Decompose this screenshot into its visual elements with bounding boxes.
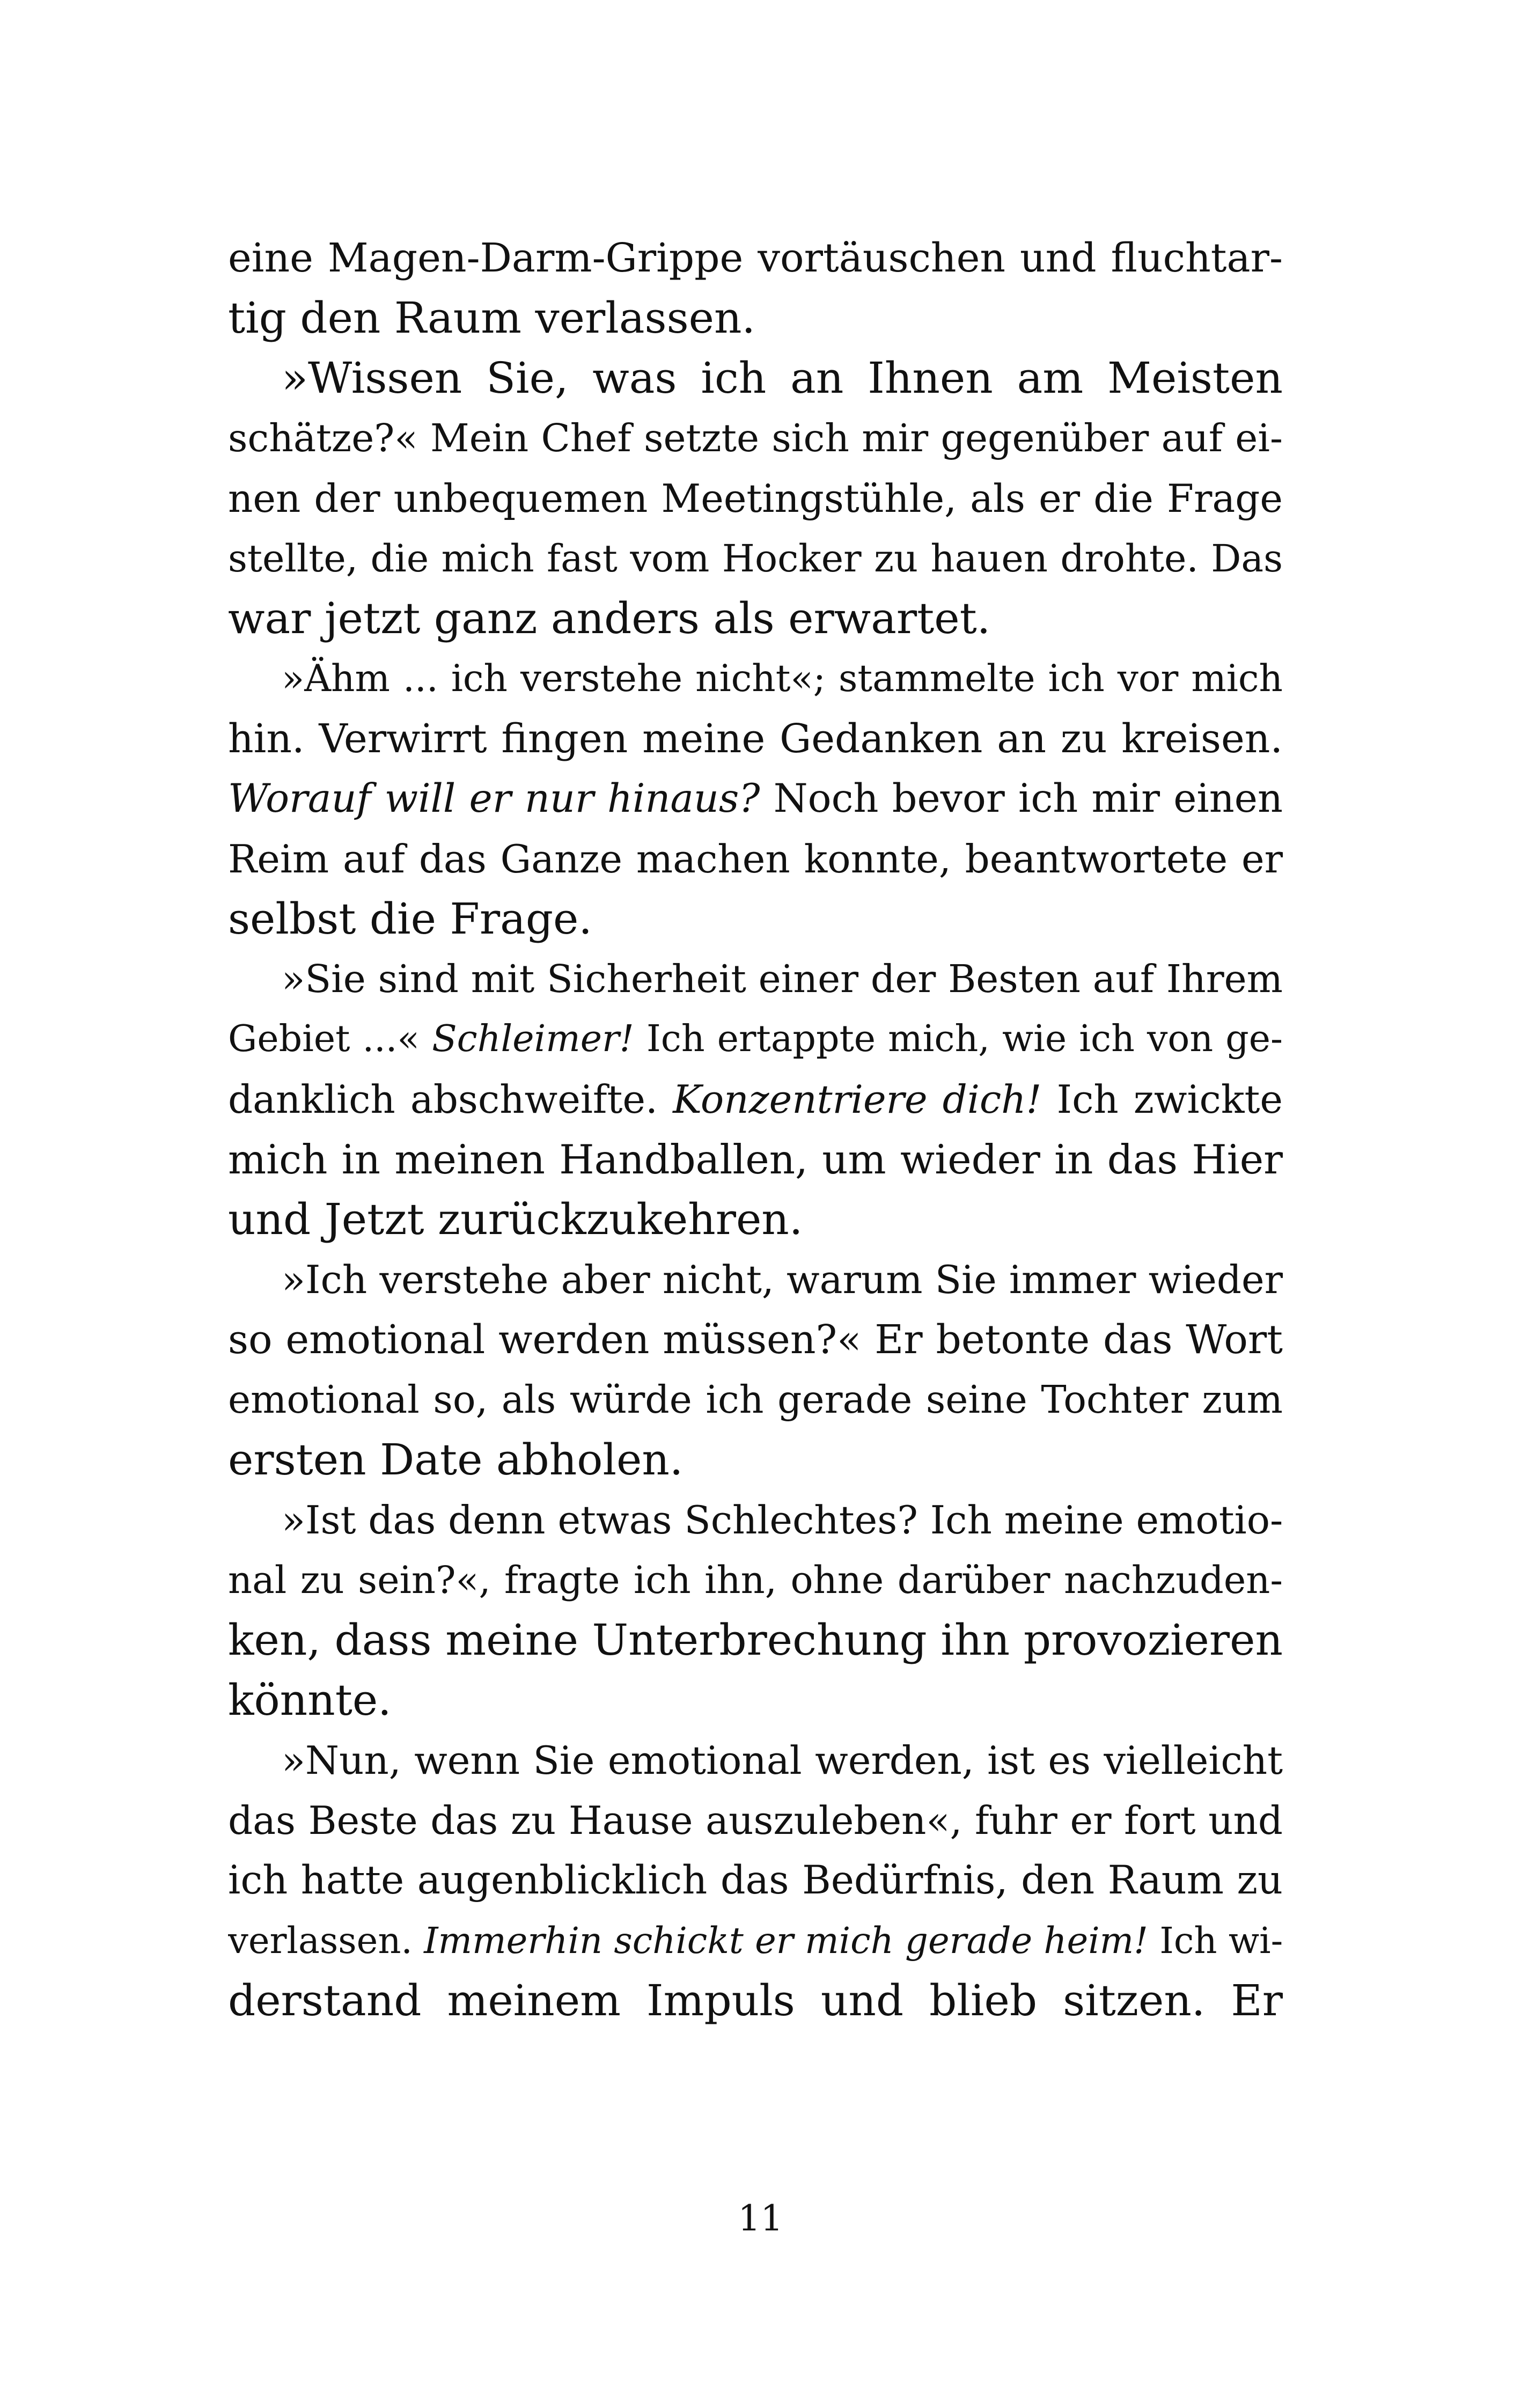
text-line — [228, 1069, 1283, 1129]
text-line: ken, dass meine Unterbrechung ihn provozieren — [228, 1615, 1283, 1665]
text-line: tig den Raum verlassen. — [228, 293, 755, 343]
text-line: »Ist das denn etwas Schlechtes? Ich meine emotio- — [282, 1497, 1283, 1543]
text-line: »Wissen Sie, was ich an Ihnen am Meisten — [282, 353, 1283, 403]
text-line: war jetzt ganz anders als erwartet. — [228, 593, 991, 643]
text-span: Gebiet ...« — [228, 1018, 432, 1060]
italic-thought: Konzentriere dich! — [673, 1077, 1042, 1122]
text-line — [228, 1911, 1283, 1971]
text-line — [228, 769, 1283, 829]
text-line: nal zu sein?«, fragte ich ihn, ohne darüber nachzuden- — [228, 1558, 1283, 1602]
body-text — [228, 228, 1283, 2031]
text-line: eine Magen-Darm-Grippe vortäuschen und fluchtar- — [228, 235, 1283, 281]
text-line: »Ähm ... ich verstehe nicht«; stammelte ich vor mich — [282, 657, 1283, 700]
text-line: stellte, die mich fast vom Hocker zu hauen drohte. Das — [228, 537, 1283, 581]
text-span: Noch bevor ich mir einen — [760, 776, 1283, 821]
text-span: verlassen. — [228, 1920, 424, 1962]
text-line: das Beste das zu Hause auszuleben«, fuhr er fort und — [228, 1798, 1283, 1843]
text-line: hin. Verwirrt fingen meine Gedanken an zu kreisen. — [228, 716, 1283, 762]
text-line: ersten Date abholen. — [228, 1435, 684, 1485]
text-line: emotional so, als würde ich gerade seine Tochter zum — [228, 1377, 1283, 1422]
text-span: danklich abschweifte. — [228, 1077, 673, 1122]
text-line: mich in meinen Handballen, um wieder in das Hier — [228, 1136, 1283, 1183]
text-line: selbst die Frage. — [228, 894, 592, 944]
text-line — [228, 1009, 1283, 1069]
page-number: 11 — [738, 2198, 783, 2239]
text-span: Ich ertappte mich, wie ich von ge- — [634, 1018, 1283, 1060]
text-line: »Ich verstehe aber nicht, warum Sie immer wieder — [282, 1257, 1283, 1302]
text-line: und Jetzt zurückzukehren. — [228, 1194, 803, 1244]
text-span: Ich wi- — [1148, 1920, 1283, 1962]
text-line: »Sie sind mit Sicherheit einer der Besten auf Ihrem — [282, 957, 1283, 1001]
italic-thought: Immerhin schickt er mich gerade heim! — [424, 1920, 1149, 1962]
italic-thought: Worauf will er nur hinaus? — [228, 776, 760, 821]
italic-thought: Schleimer! — [432, 1018, 634, 1060]
text-line: »Nun, wenn Sie emotional werden, ist es vielleicht — [282, 1738, 1283, 1783]
text-line: schätze?« Mein Chef setzte sich mir gegenüber auf ei- — [228, 416, 1283, 460]
text-line: nen der unbequemen Meetingstühle, als er die Frage — [228, 476, 1283, 521]
text-line: so emotional werden müssen?« Er betonte das Wort — [228, 1317, 1283, 1363]
text-span: Ich zwickte — [1041, 1077, 1283, 1122]
text-line: könnte. — [228, 1675, 392, 1725]
text-line: Reim auf das Ganze machen konnte, beantwortete er — [228, 836, 1283, 882]
text-line: ich hatte augenblicklich das Bedürfnis, den Raum zu — [228, 1858, 1283, 1903]
text-line: derstand meinem Impuls und blieb sitzen. Er — [228, 1976, 1283, 2025]
